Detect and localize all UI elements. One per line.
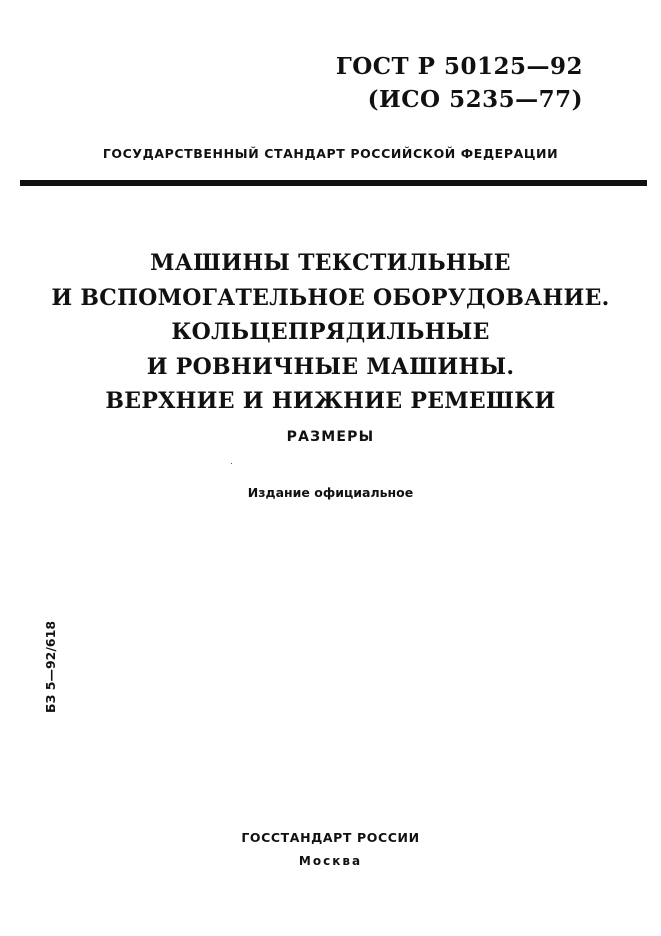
publisher: ГОССТАНДАРТ РОССИИ [241, 830, 420, 845]
header-divider [20, 180, 647, 186]
edition-note: Издание официальное [247, 485, 414, 500]
gost-number: ГОСТ Р 50125—92 [335, 53, 583, 80]
title-line-1: МАШИНЫ ТЕКСТИЛЬНЫЕ [150, 250, 511, 276]
standard-header: ГОСУДАРСТВЕННЫЙ СТАНДАРТ РОССИЙСКОЙ ФЕДЕРАЦИИ [102, 146, 559, 161]
title-line-3: КОЛЬЦЕПРЯДИЛЬНЫЕ [171, 319, 490, 345]
iso-number: (ИСО 5235—77) [367, 86, 583, 113]
publication-city: Москва [298, 854, 363, 868]
side-code: БЗ 5—92/618 [43, 620, 58, 713]
scan-speck [231, 463, 232, 464]
document-subtitle: РАЗМЕРЫ [286, 429, 375, 445]
title-line-2: И ВСПОМОГАТЕЛЬНОЕ ОБОРУДОВАНИЕ. [51, 284, 610, 311]
title-line-4: И РОВНИЧНЫЕ МАШИНЫ. [146, 353, 515, 380]
title-line-5: ВЕРХНИЕ И НИЖНИЕ РЕМЕШКИ [105, 388, 556, 414]
document-title [0, 246, 661, 419]
